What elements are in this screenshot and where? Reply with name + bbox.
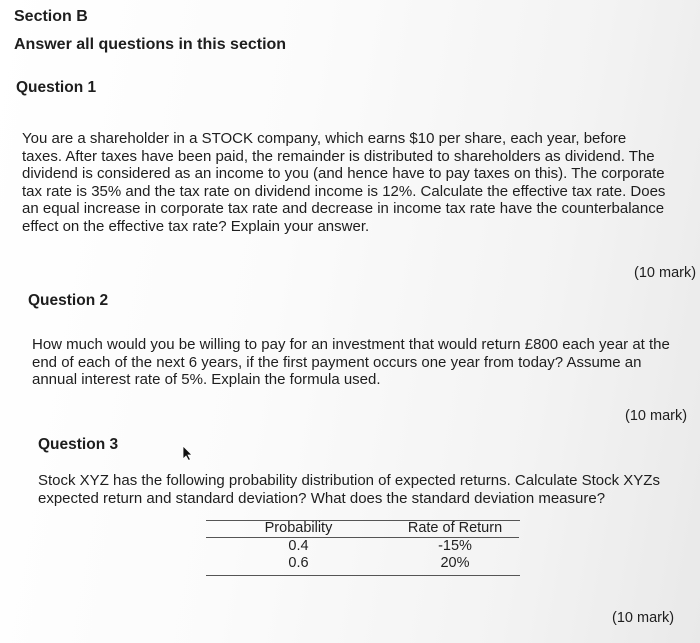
question-2-line: annual interest rate of 5%. Explain the formula used. (32, 371, 381, 388)
question-1-line: tax rate is 35% and the tax rate on dividend income is 12%. Calculate the effective tax rate. Does (22, 182, 666, 200)
question-3-marks: (10 mark) (612, 610, 675, 626)
rate-of-return-cell: -15% (438, 538, 472, 554)
section-instruction: Answer all questions in this section (14, 36, 287, 53)
question-3-line: Stock XYZ has the following probability distribution of expected returns. Calculate Stock XYZs (38, 472, 660, 489)
question-2-marks: (10 mark) (625, 408, 688, 424)
rate-of-return-header: Rate of Return (391, 520, 519, 538)
question-1-marks: (10 mark) (634, 265, 697, 281)
mouse-pointer-icon (180, 445, 194, 461)
question-2-line: end of each of the next 6 years, if the first payment occurs one year from today? Assume an (32, 353, 642, 371)
question-2-line: How much would you be willing to pay for an investment that would return £800 each year at the (32, 336, 670, 353)
question-1-heading: Question 1 (16, 79, 97, 96)
probability-cell: 0.4 (288, 538, 309, 554)
question-1-line: taxes. After taxes have been paid, the remainder is distributed to shareholders as dividend. The (22, 147, 655, 165)
probability-cell: 0.6 (288, 555, 309, 571)
probability-distribution-table (206, 520, 519, 572)
table-row (206, 538, 519, 556)
question-1-text (22, 130, 700, 235)
probability-header: Probability (206, 520, 391, 538)
question-1-line: an equal increase in corporate tax rate and decrease in income tax rate have the counterbalance (22, 200, 665, 217)
rate-of-return-cell: 20% (440, 555, 470, 571)
question-3-text (38, 472, 688, 507)
table-bottom-rule (206, 575, 520, 576)
table-header-row (206, 520, 519, 538)
question-3-heading: Question 3 (38, 436, 119, 453)
section-title: Section B (14, 8, 88, 25)
question-2-heading: Question 2 (28, 292, 109, 309)
table-row (206, 555, 519, 572)
question-1-line: dividend is considered as an income to you (and hence have to pay taxes on this). The corporate (22, 165, 665, 182)
question-1-line: You are a shareholder in a STOCK company, which earns $10 per share, each year, before (22, 130, 627, 147)
question-3-line: expected return and standard deviation? What does the standard deviation measure? (38, 489, 606, 507)
question-1-line: effect on the effective tax rate? Explain your answer. (22, 217, 370, 235)
question-2-text (32, 336, 697, 389)
